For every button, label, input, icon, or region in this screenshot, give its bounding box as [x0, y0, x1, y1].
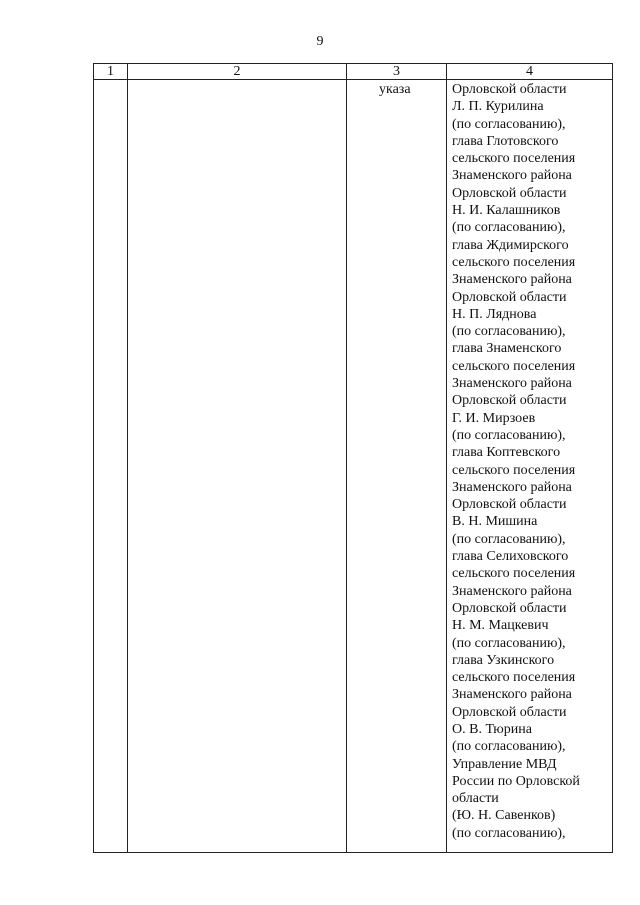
- responsible-persons-list: [447, 80, 612, 842]
- table-row: [94, 80, 613, 853]
- text-line: Управление МВД: [452, 756, 557, 772]
- text-line: Орловской области: [452, 497, 567, 513]
- text-line: Орловской области: [452, 600, 567, 616]
- column-header-4: 4: [447, 64, 613, 80]
- text-line: сельского поселения: [452, 254, 576, 270]
- table-header-row: [94, 64, 613, 80]
- text-line: Знаменского района: [452, 376, 572, 392]
- text-line: Орловской области: [452, 289, 567, 305]
- text-line: (по согласованию),: [452, 220, 566, 236]
- cell-col1: [94, 80, 128, 853]
- text-line: сельского поселения: [452, 462, 576, 478]
- text-line: глава Ждимирского: [452, 237, 569, 253]
- text-line: В. Н. Мишина: [452, 514, 538, 530]
- text-line: (Ю. Н. Савенков): [452, 808, 556, 824]
- text-line: Орловской области: [452, 185, 567, 201]
- text-line: Знаменского района: [452, 272, 572, 288]
- text-line: О. В. Тюрина: [452, 721, 532, 737]
- cell-col3-text: указа: [379, 82, 411, 97]
- text-line: (по согласованию),: [452, 324, 566, 340]
- text-line: Н. П. Ляднова: [452, 306, 537, 322]
- cell-col2: [128, 80, 347, 853]
- text-line: глава Узкинского: [452, 652, 555, 668]
- text-line: Л. П. Курилина: [452, 99, 544, 115]
- text-line: (по согласованию),: [452, 427, 566, 443]
- page-number: 9: [316, 34, 324, 49]
- text-line: глава Знаменского: [452, 341, 562, 357]
- text-line: Знаменского района: [452, 583, 572, 599]
- text-line: Знаменского района: [452, 687, 572, 703]
- text-line: Орловской области: [452, 82, 567, 97]
- text-line: сельского поселения: [452, 151, 576, 167]
- text-line: глава Глотовского: [452, 133, 559, 149]
- text-line: (по согласованию),: [452, 116, 566, 132]
- text-line: Н. М. Мацкевич: [452, 618, 549, 634]
- text-line: Знаменского района: [452, 479, 572, 495]
- text-line: сельского поселения: [452, 566, 576, 582]
- text-line: Н. И. Калашников: [452, 203, 561, 219]
- text-line: Орловской области: [452, 704, 567, 720]
- column-header-1: 1: [94, 64, 128, 80]
- text-line: Г. И. Мирзоев: [452, 410, 536, 426]
- text-line: (по согласованию),: [452, 739, 566, 755]
- cell-col3: [347, 80, 447, 853]
- text-line: (по согласованию),: [452, 635, 566, 651]
- text-line: сельского поселения: [452, 670, 576, 686]
- document-table: [93, 63, 613, 853]
- column-header-3: 3: [347, 64, 447, 80]
- text-line: (по согласованию),: [452, 531, 566, 547]
- column-header-2: 2: [128, 64, 347, 80]
- text-line: (по согласованию),: [452, 825, 566, 841]
- text-line: глава Селиховского: [452, 549, 569, 565]
- text-line: сельского поселения: [452, 358, 576, 374]
- text-line: области: [452, 791, 499, 807]
- text-line: глава Коптевского: [452, 445, 561, 461]
- text-line: Орловской области: [452, 393, 567, 409]
- cell-col4: [447, 80, 613, 853]
- text-line: России по Орловской: [452, 773, 580, 789]
- text-line: Знаменского района: [452, 168, 572, 184]
